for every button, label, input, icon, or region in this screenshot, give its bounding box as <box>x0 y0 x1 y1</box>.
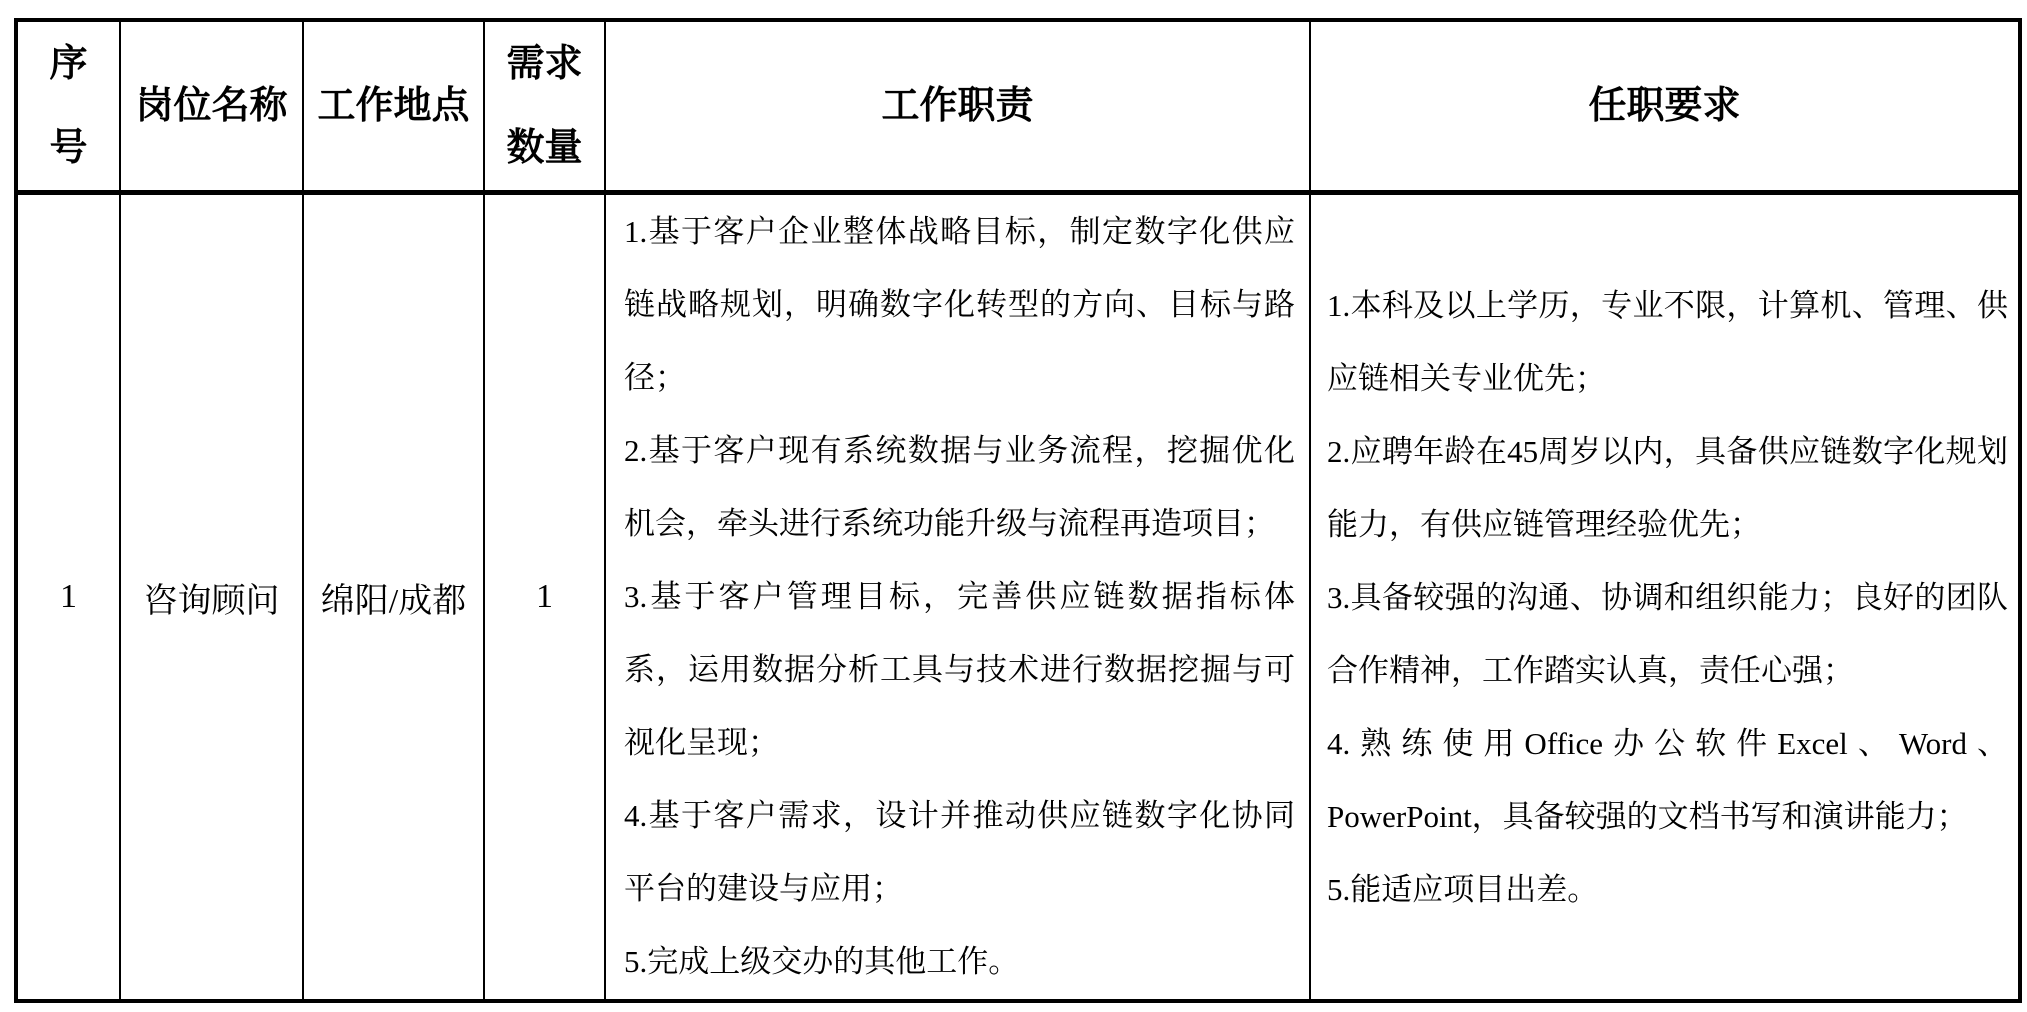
requirement-item: 3.具备较强的沟通、协调和组织能力；良好的团队合作精神，工作踏实认真，责任心强； <box>1327 579 2008 688</box>
header-duties-label: 工作职责 <box>881 85 1034 127</box>
cell-position: 咨询顾问 <box>120 193 303 1002</box>
duty-item: 2.基于客户现有系统数据与业务流程，挖掘优化机会，牵头进行系统功能升级与流程再造项目； <box>624 433 1295 541</box>
cell-location: 绵阳/成都 <box>303 193 484 1002</box>
header-quantity-label: 需求数量 <box>506 43 583 169</box>
header-position <box>120 20 303 193</box>
cell-duties <box>605 193 1310 1002</box>
duty-item: 3.基于客户管理目标，完善供应链数据指标体系，运用数据分析工具与技术进行数据挖掘与可视化呈现； <box>624 579 1295 760</box>
header-quantity <box>484 20 605 193</box>
header-position-label: 岗位名称 <box>135 85 288 127</box>
requirement-item: 1.本科及以上学历，专业不限，计算机、管理、供应链相关专业优先； <box>1327 287 2008 396</box>
header-seq <box>16 20 120 193</box>
cell-quantity: 1 <box>484 193 605 1002</box>
requirement-item: 5.能适应项目出差。 <box>1327 871 1599 907</box>
header-location-label: 工作地点 <box>317 85 470 127</box>
requirement-item: 2.应聘年龄在45周岁以内，具备供应链数字化规划能力，有供应链管理经验优先； <box>1327 433 2008 542</box>
header-duties <box>605 20 1310 193</box>
duty-item: 5.完成上级交办的其他工作。 <box>624 944 1020 979</box>
duty-item: 4.基于客户需求，设计并推动供应链数字化协同平台的建设与应用； <box>624 798 1295 906</box>
requirement-item: 4.熟练使用Office办公软件Excel、Word、PowerPoint，具备较强的文档书写和演讲能力； <box>1327 725 2008 834</box>
header-row <box>16 20 2020 193</box>
cell-requirements <box>1310 193 2020 1002</box>
header-requirements <box>1310 20 2020 193</box>
header-location <box>303 20 484 193</box>
cell-seq: 1 <box>16 193 120 1002</box>
duty-item: 1.基于客户企业整体战略目标，制定数字化供应链战略规划，明确数字化转型的方向、目标与路径； <box>624 214 1295 395</box>
header-seq-label: 序号 <box>49 43 88 169</box>
job-postings-table <box>14 18 2022 1003</box>
table-row <box>16 193 2020 1002</box>
header-requirements-label: 任职要求 <box>1588 85 1741 127</box>
